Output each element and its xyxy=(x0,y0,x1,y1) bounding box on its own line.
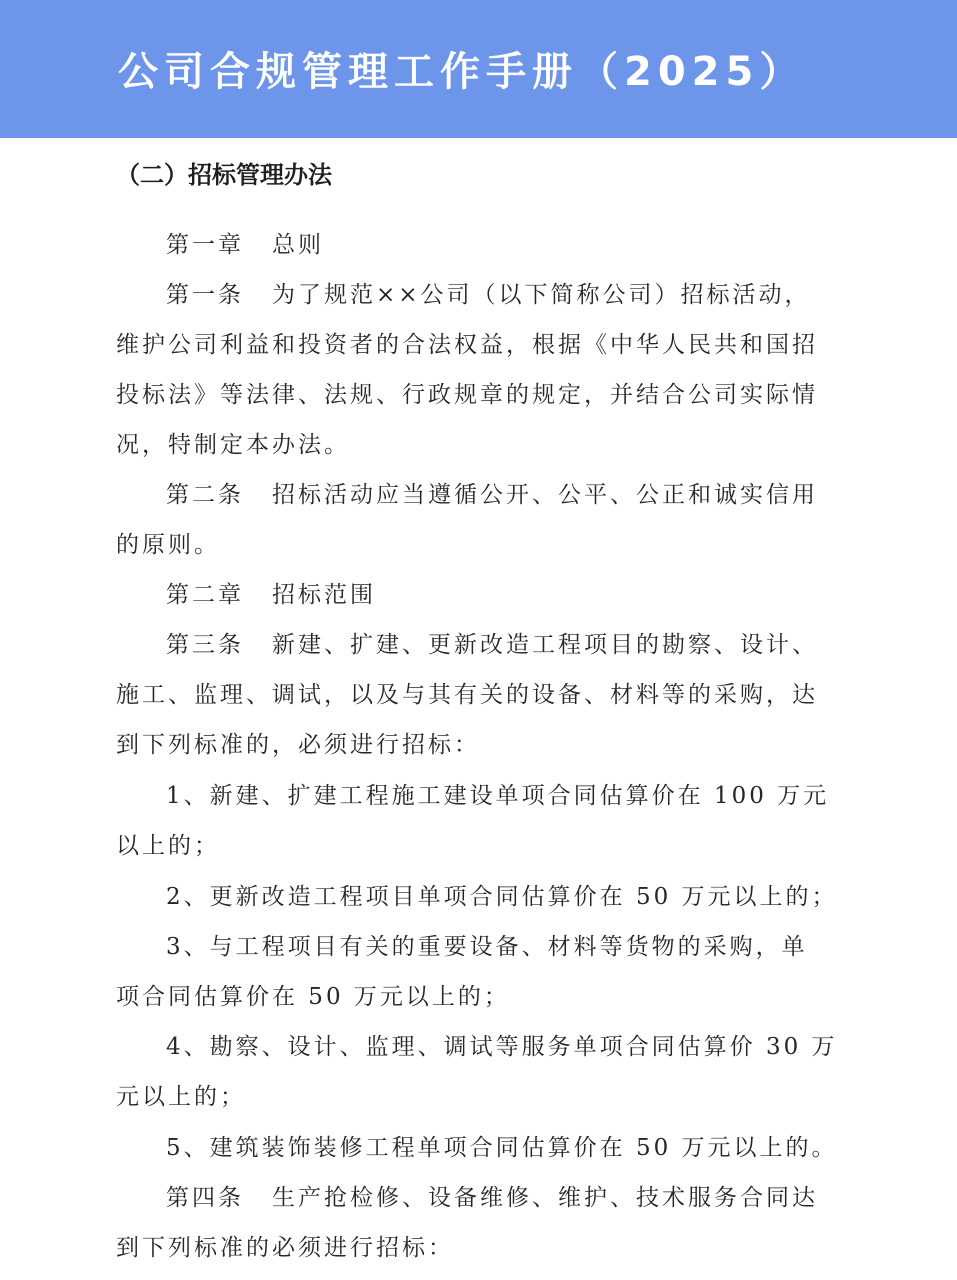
list-item: 5、建筑装饰装修工程单项合同估算价在 50 万元以上的。 xyxy=(166,1135,838,1161)
document-title: 公司合规管理工作手册（2025） xyxy=(118,49,806,95)
chapter-number: 第二章 xyxy=(166,582,244,608)
article-line xyxy=(166,1182,818,1214)
article-number: 第一条 xyxy=(166,282,244,308)
article-text: 生产抢检修、设备维修、维护、技术服务合同达 xyxy=(272,1185,818,1211)
chapter-title: 招标范围 xyxy=(272,582,376,608)
list-item-continuation: 项合同估算价在 50 万元以上的； xyxy=(116,984,510,1010)
article-line xyxy=(166,279,811,311)
chapter-title: 总则 xyxy=(272,232,324,258)
article-number: 第三条 xyxy=(166,632,244,658)
chapter-heading xyxy=(166,579,376,611)
paragraph-line: 维护公司利益和投资者的合法权益，根据《中华人民共和国招 xyxy=(116,332,818,358)
paragraph-line: 施工、监理、调试，以及与其有关的设备、材料等的采购，达 xyxy=(116,682,818,708)
article-text: 新建、扩建、更新改造工程项目的勘察、设计、 xyxy=(272,632,818,658)
article-line xyxy=(166,479,818,511)
list-item: 2、更新改造工程项目单项合同估算价在 50 万元以上的； xyxy=(166,884,838,910)
chapter-heading xyxy=(166,229,324,261)
article-line xyxy=(166,629,818,661)
article-number: 第二条 xyxy=(166,482,244,508)
list-item: 4、勘察、设计、监理、调试等服务单项合同估算价 30 万 xyxy=(166,1034,838,1060)
paragraph-line: 到下列标准的必须进行招标： xyxy=(116,1235,454,1261)
paragraph-line: 投标法》等法律、法规、行政规章的规定，并结合公司实际情 xyxy=(116,382,818,408)
chapter-number: 第一章 xyxy=(166,232,244,258)
paragraph-line: 况，特制定本办法。 xyxy=(116,432,350,458)
paragraph-line: 到下列标准的，必须进行招标： xyxy=(116,732,480,758)
paragraph-line: 的原则。 xyxy=(116,532,220,558)
article-text: 为了规范××公司（以下简称公司）招标活动， xyxy=(272,282,811,308)
list-item: 3、与工程项目有关的重要设备、材料等货物的采购，单 xyxy=(166,934,808,960)
list-item: 1、新建、扩建工程施工建设单项合同估算价在 100 万元 xyxy=(166,783,830,809)
list-item-continuation: 元以上的； xyxy=(116,1084,246,1110)
article-text: 招标活动应当遵循公开、公平、公正和诚实信用 xyxy=(272,482,818,508)
header-banner xyxy=(0,0,957,138)
list-item-continuation: 以上的； xyxy=(116,833,220,859)
section-heading: （二）招标管理办法 xyxy=(116,161,332,189)
article-number: 第四条 xyxy=(166,1185,244,1211)
